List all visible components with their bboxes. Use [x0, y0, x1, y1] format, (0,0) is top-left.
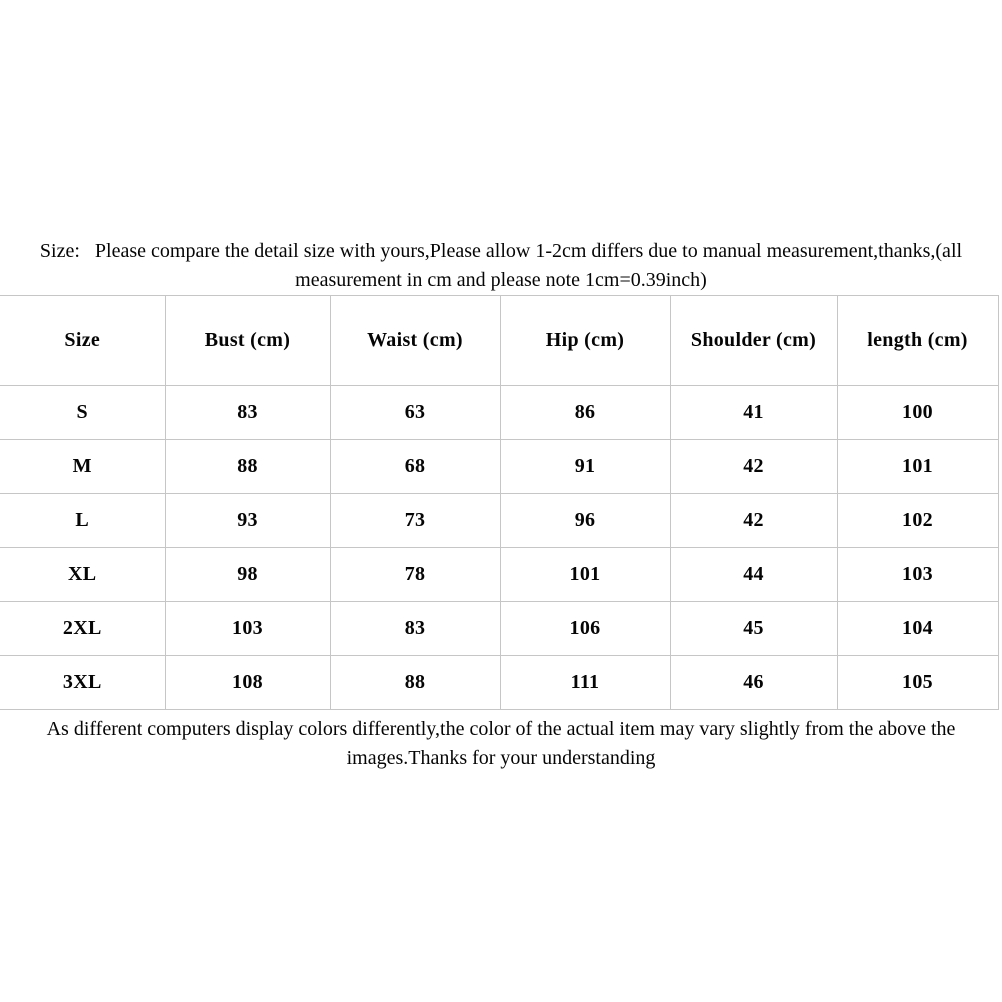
cell-hip: 86 [500, 386, 670, 440]
table-row-s [0, 386, 998, 440]
cell-waist: 63 [330, 386, 500, 440]
cell-shoulder: 41 [670, 386, 837, 440]
cell-shoulder: 44 [670, 548, 837, 602]
cell-size: L [0, 494, 165, 548]
table-row-m [0, 440, 998, 494]
cell-bust: 88 [165, 440, 330, 494]
cell-bust: 83 [165, 386, 330, 440]
cell-waist: 68 [330, 440, 500, 494]
cell-size: S [0, 386, 165, 440]
color-disclaimer-note [0, 715, 1002, 773]
cell-length: 100 [837, 386, 998, 440]
header-cell-size: Size [0, 296, 165, 386]
cell-length: 105 [837, 656, 998, 710]
cell-size: 2XL [0, 602, 165, 656]
cell-bust: 103 [165, 602, 330, 656]
cell-waist: 78 [330, 548, 500, 602]
cell-waist: 83 [330, 602, 500, 656]
cell-size: M [0, 440, 165, 494]
size-chart-table [0, 295, 999, 710]
color-disclaimer-line-1: As different computers display colors differently,the color of the actual item may vary slightly from the above the [46, 718, 956, 740]
cell-hip: 96 [500, 494, 670, 548]
color-disclaimer-line-2: images.Thanks for your understanding [346, 747, 656, 769]
cell-hip: 111 [500, 656, 670, 710]
cell-length: 102 [837, 494, 998, 548]
table-row-l [0, 494, 998, 548]
cell-size: 3XL [0, 656, 165, 710]
cell-length: 104 [837, 602, 998, 656]
cell-shoulder: 45 [670, 602, 837, 656]
measurement-note-line-2: measurement in cm and please note 1cm=0.39inch) [295, 269, 707, 291]
cell-bust: 93 [165, 494, 330, 548]
table-row-2xl [0, 602, 998, 656]
header-cell-hip: Hip (cm) [500, 296, 670, 386]
cell-shoulder: 42 [670, 494, 837, 548]
measurement-note-line-1: Size: Please compare the detail size with yours,Please allow 1-2cm differs due to manual measurement,thanks,(all [39, 240, 963, 262]
cell-waist: 88 [330, 656, 500, 710]
header-cell-length: length (cm) [837, 296, 998, 386]
table-row-xl [0, 548, 998, 602]
header-cell-waist: Waist (cm) [330, 296, 500, 386]
cell-hip: 106 [500, 602, 670, 656]
cell-length: 101 [837, 440, 998, 494]
cell-hip: 101 [500, 548, 670, 602]
cell-shoulder: 42 [670, 440, 837, 494]
cell-hip: 91 [500, 440, 670, 494]
cell-bust: 98 [165, 548, 330, 602]
table-row-3xl [0, 656, 998, 710]
cell-waist: 73 [330, 494, 500, 548]
cell-length: 103 [837, 548, 998, 602]
cell-size: XL [0, 548, 165, 602]
measurement-note [0, 237, 1002, 295]
header-cell-bust: Bust (cm) [165, 296, 330, 386]
cell-bust: 108 [165, 656, 330, 710]
cell-shoulder: 46 [670, 656, 837, 710]
header-cell-shoulder: Shoulder (cm) [670, 296, 837, 386]
table-header-row [0, 296, 998, 386]
